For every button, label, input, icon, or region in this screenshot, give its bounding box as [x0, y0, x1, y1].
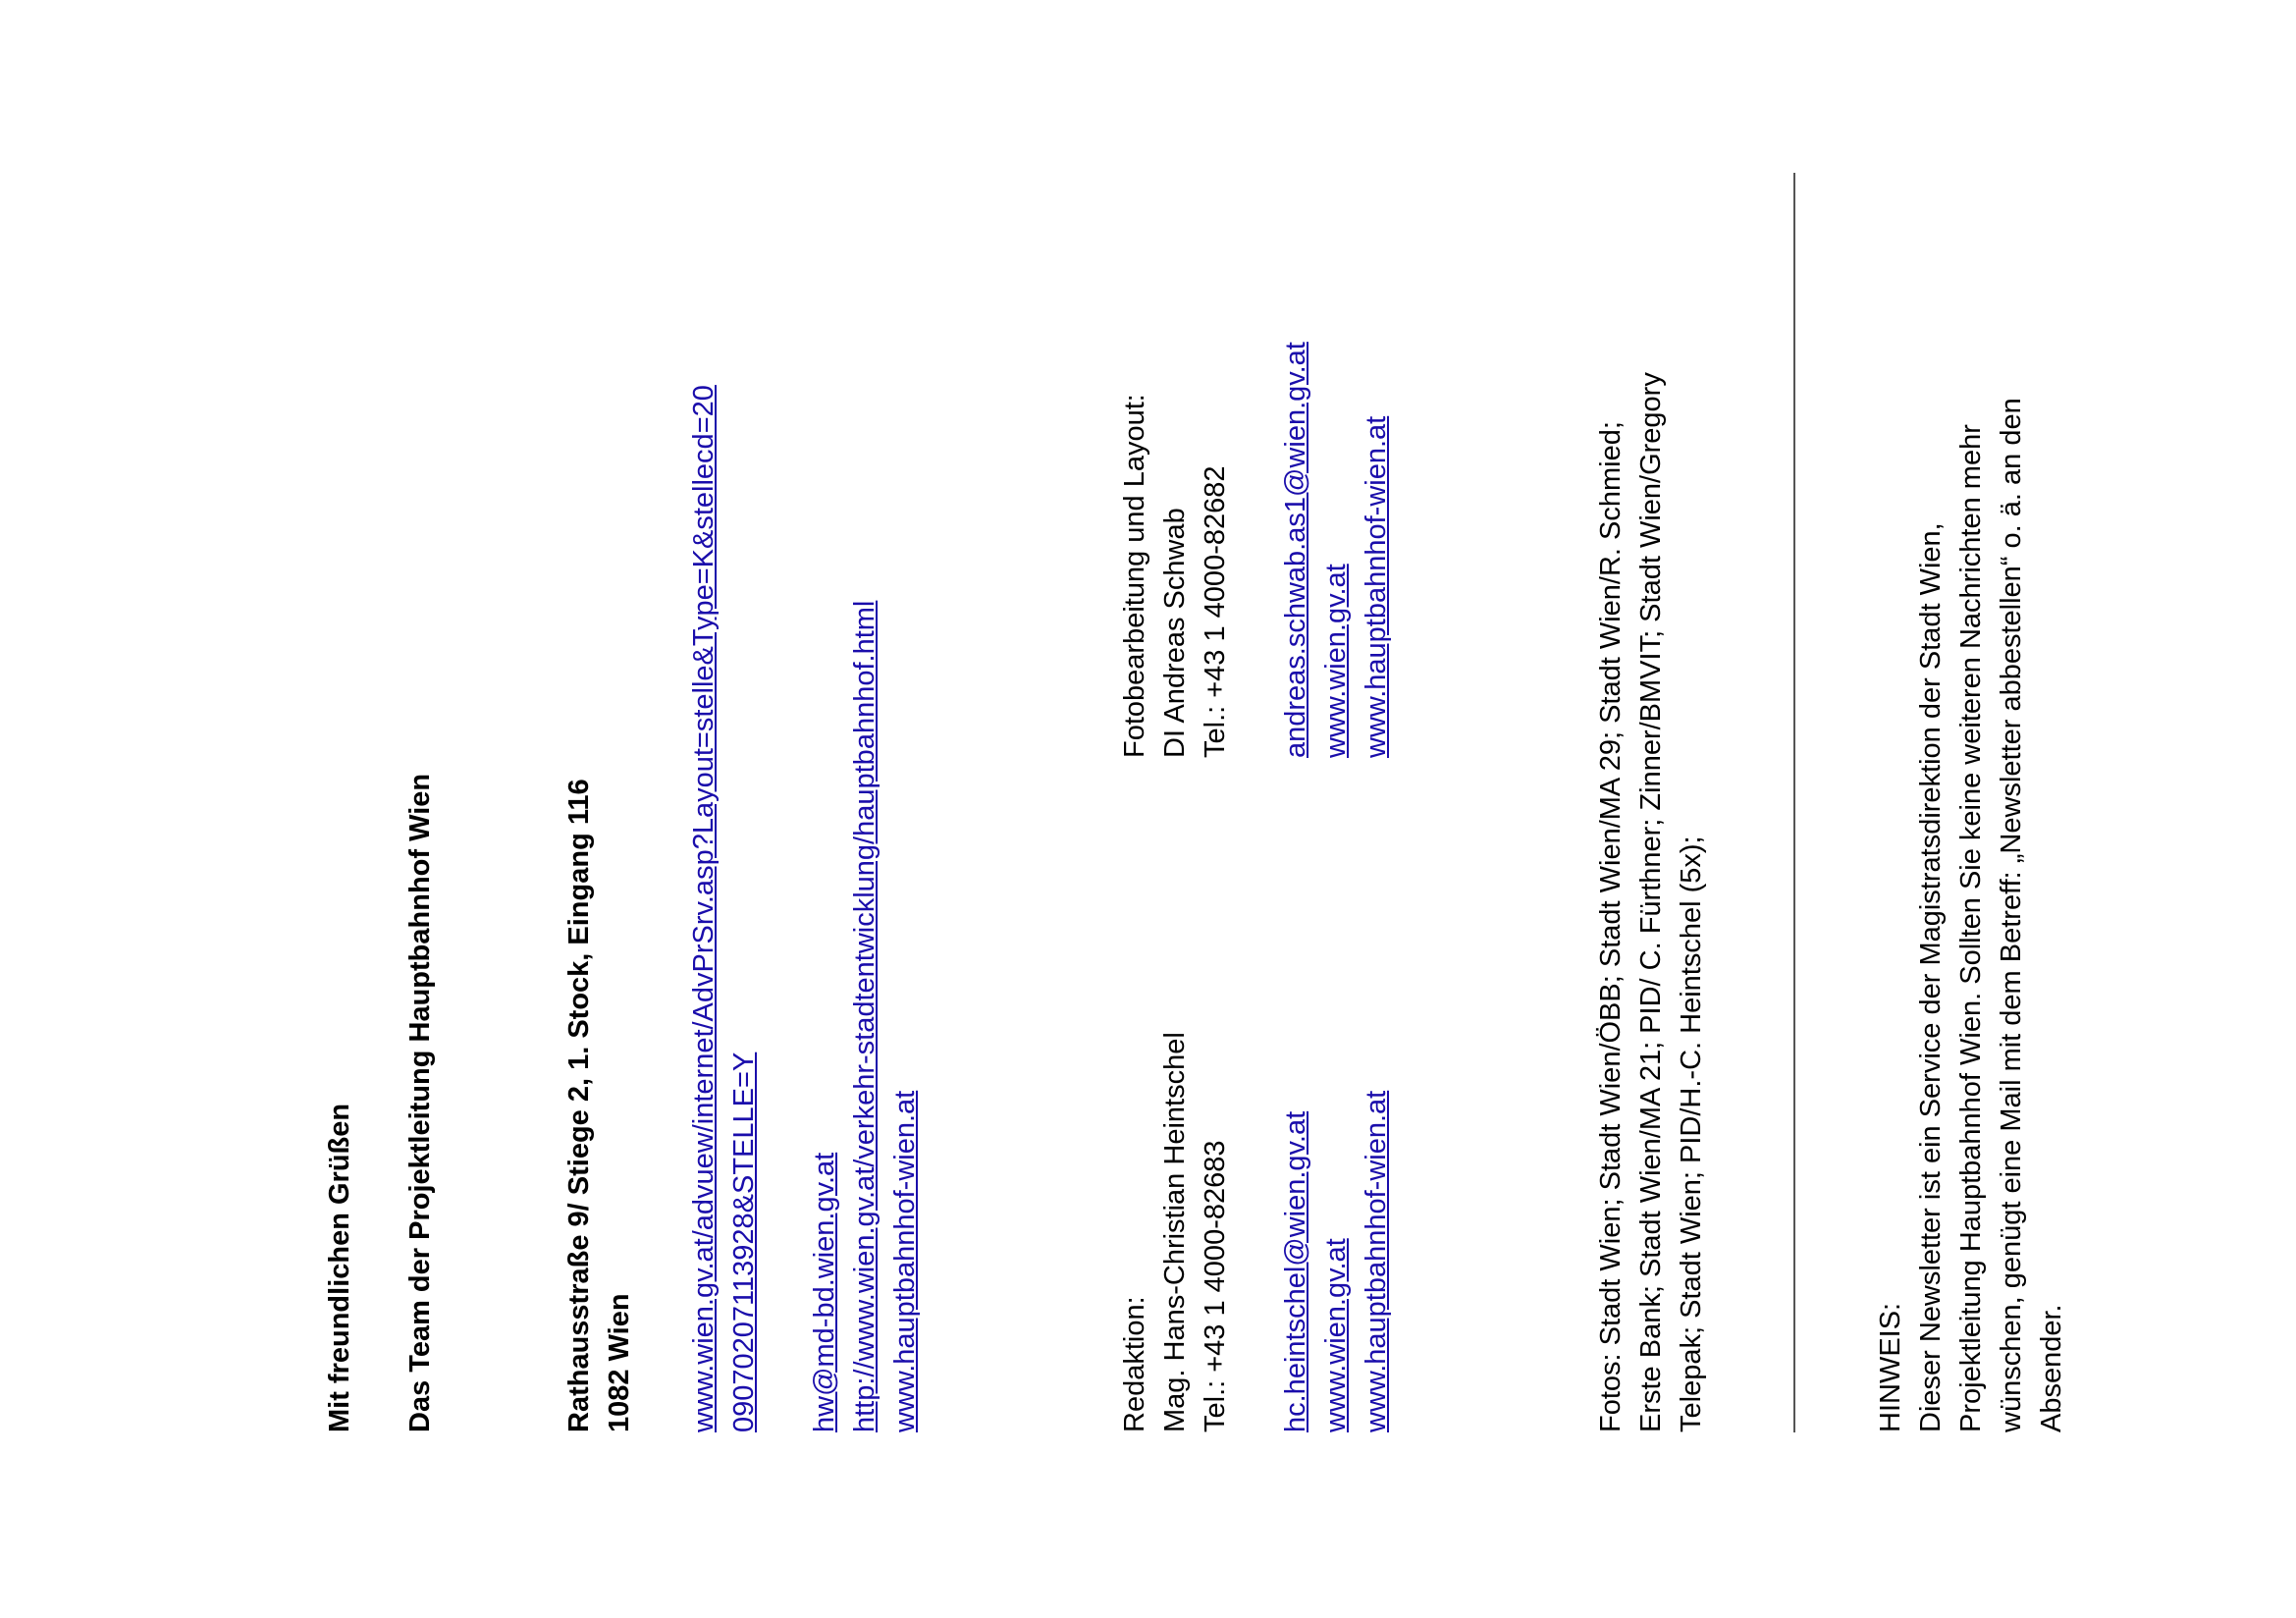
redaktion-email-link[interactable]: hc.heintschel@wien.gv.at: [1280, 1110, 1311, 1432]
fotobearbeitung-tel: Tel.: +43 1 4000-82682: [1200, 465, 1231, 758]
hauptbahnhof-line[interactable]: [885, 1091, 926, 1432]
fotobearbeitung-web2-link[interactable]: www.hauptbahnhof-wien.at: [1361, 415, 1392, 758]
redaktion-web2-link[interactable]: www.hauptbahnhof-wien.at: [1361, 1090, 1392, 1432]
hinweis-line4: Absender.: [2036, 1304, 2067, 1432]
team-name: Das Team der Projektleitung Hauptbahnhof Wien: [404, 773, 436, 1432]
fotobearbeitung-web1-line[interactable]: [1316, 564, 1357, 758]
fotobearbeitung-name: DI Andreas Schwab: [1159, 508, 1191, 758]
hauptbahnhof-link[interactable]: www.hauptbahnhof-wien.at: [889, 1090, 921, 1432]
fotobearbeitung-web2-line[interactable]: [1357, 416, 1397, 758]
advprsrv-link-cont[interactable]: 09070207113928&STELLE=Y: [728, 1052, 760, 1432]
address-city: 1082 Wien: [604, 1293, 635, 1432]
hinweis-line2: Projektleitung Hauptbahnhof Wien. Sollten Sie keine weiteren Nachrichten mehr: [1955, 424, 1987, 1432]
stadtentwicklung-line[interactable]: [845, 601, 885, 1432]
redaktion-name: Mag. Hans-Christian Heintschel: [1159, 1032, 1191, 1432]
advprsrv-link[interactable]: www.wien.gv.at/advuew/internet/AdvPrSrv.asp?Layout=stelle&Type=K&stellecd=20: [688, 385, 720, 1432]
fotobearbeitung-email-line[interactable]: [1276, 342, 1316, 758]
hinweis-label: HINWEIS:: [1875, 1302, 1906, 1432]
hinweis-line1: Dieser Newsletter ist ein Service der Magistratsdirektion der Stadt Wien,: [1915, 522, 1947, 1432]
fotobearbeitung-web1-link[interactable]: www.wien.gv.at: [1320, 564, 1352, 758]
redaktion-email-line[interactable]: [1276, 1111, 1316, 1432]
redaktion-tel: Tel.: +43 1 4000-82683: [1200, 1140, 1231, 1432]
greeting-line: Mit freundlichen Grüßen: [324, 1103, 355, 1432]
advprsrv-link-line1[interactable]: [684, 385, 724, 1432]
redaktion-web2-line[interactable]: [1357, 1091, 1397, 1432]
advprsrv-link-line2[interactable]: [724, 1052, 765, 1432]
fotobearbeitung-email-link[interactable]: andreas.schwab.as1@wien.gv.at: [1280, 342, 1311, 758]
address-street: Rathausstraße 9/ Stiege 2, 1. Stock, Eingang 116: [563, 779, 595, 1432]
contact-email-line[interactable]: [805, 1153, 845, 1432]
fotobearbeitung-label: Fotobearbeitung und Layout:: [1119, 394, 1150, 758]
stadtentwicklung-link[interactable]: http://www.wien.gv.at/verkehr-stadtentwicklung/hauptbahnhof.html: [849, 600, 881, 1432]
fotos-credit-line2: Erste Bank; Stadt Wien/MA 21; PID/ C. Fürthner; Zinner/BMVIT; Stadt Wien/Gregory: [1635, 372, 1667, 1432]
fotos-credit-line1: Fotos: Stadt Wien; Stadt Wien/ÖBB; Stadt Wien/MA 29; Stadt Wien/R. Schmied;: [1595, 421, 1627, 1432]
hinweis-line3: wünschen, genügt eine Mail mit dem Betreff: „Newsletter abbestellen“ o. ä. an den: [1996, 398, 2027, 1432]
divider-rule: [1793, 173, 1795, 1432]
redaktion-label: Redaktion:: [1119, 1296, 1150, 1432]
contact-email-link[interactable]: hw@md-bd.wien.gv.at: [809, 1152, 840, 1432]
redaktion-web1-link[interactable]: www.wien.gv.at: [1320, 1238, 1352, 1432]
redaktion-web1-line[interactable]: [1316, 1238, 1357, 1432]
fotos-credit-line3: Telepak; Stadt Wien; PID/H.-C. Heintschel (5x);: [1676, 836, 1707, 1432]
